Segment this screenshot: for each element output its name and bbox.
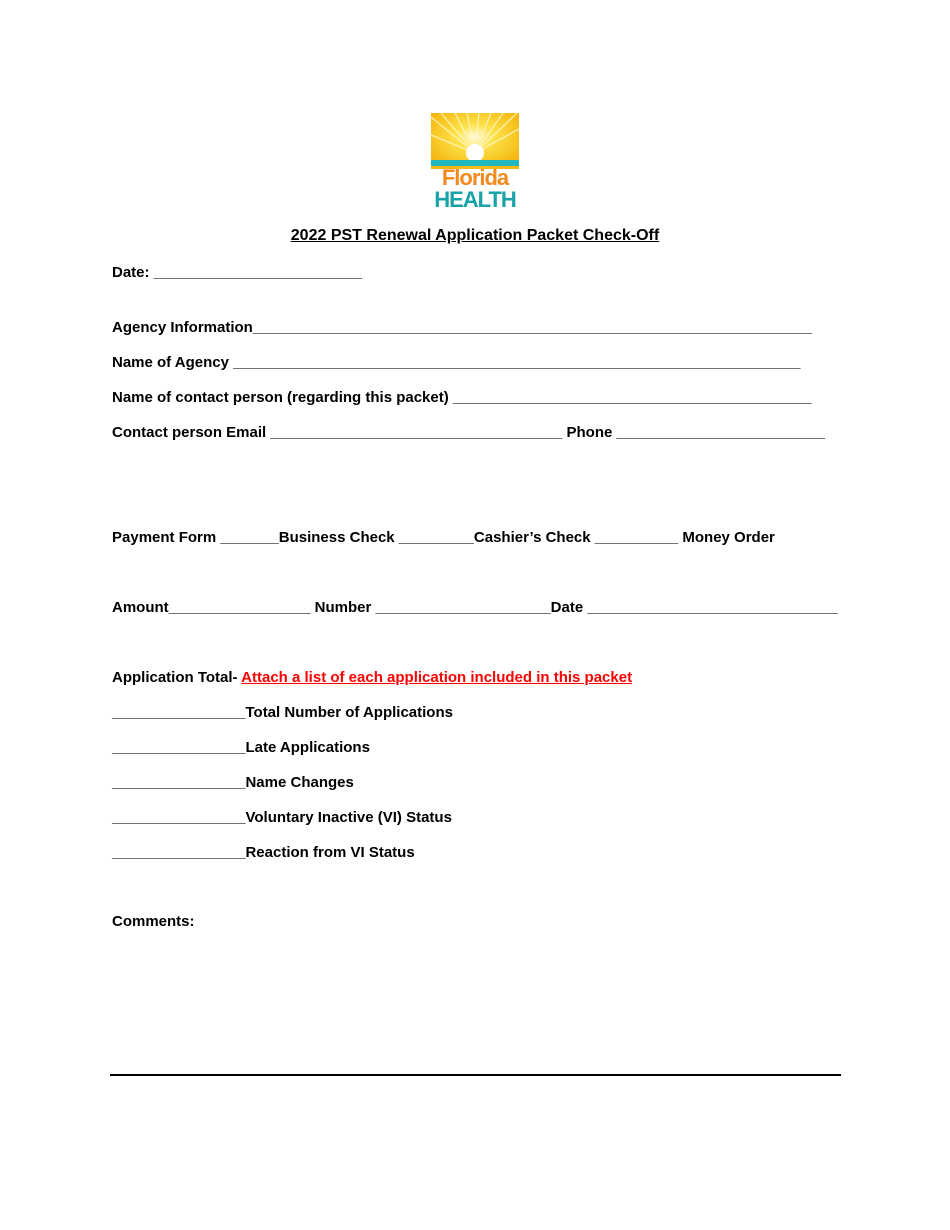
logo-word-florida: Florida bbox=[441, 165, 509, 190]
date-field[interactable]: Date: _________________________ bbox=[112, 264, 363, 281]
agency-name-field[interactable]: Name of Agency ____________________________________________________________________ bbox=[112, 354, 801, 371]
form-title: 2022 PST Renewal Application Packet Check-Off bbox=[290, 227, 660, 244]
total-applications-field[interactable]: ________________Total Number of Applications bbox=[112, 704, 453, 721]
name-changes-field[interactable]: ________________Name Changes bbox=[112, 774, 354, 791]
voluntary-inactive-field[interactable]: ________________Voluntary Inactive (VI) Status bbox=[112, 809, 452, 826]
comments-rule[interactable] bbox=[110, 1074, 841, 1076]
application-total-row bbox=[112, 668, 632, 688]
late-applications-field[interactable]: ________________Late Applications bbox=[112, 739, 370, 756]
contact-person-field[interactable]: Name of contact person (regarding this packet) ___________________________________________ bbox=[112, 389, 812, 406]
amount-number-date-field[interactable]: Amount_________________ Number _____________________Date ______________________________ bbox=[112, 599, 838, 616]
application-total-label: Application Total- bbox=[112, 669, 238, 686]
comments-label: Comments: bbox=[112, 913, 195, 930]
agency-information-field[interactable]: Agency Information___________________________________________________________________ bbox=[112, 319, 812, 336]
contact-email-phone-field[interactable]: Contact person Email ___________________________________ Phone _________________________ bbox=[112, 424, 826, 441]
payment-form-field[interactable]: Payment Form _______Business Check _________Cashier’s Check __________ Money Order bbox=[112, 529, 775, 546]
reaction-vi-field[interactable]: ________________Reaction from VI Status bbox=[112, 844, 415, 861]
logo-word-health: HEALTH bbox=[434, 187, 516, 209]
florida-health-logo bbox=[431, 113, 519, 209]
attach-list-note: Attach a list of each application included in this packet bbox=[241, 669, 633, 686]
